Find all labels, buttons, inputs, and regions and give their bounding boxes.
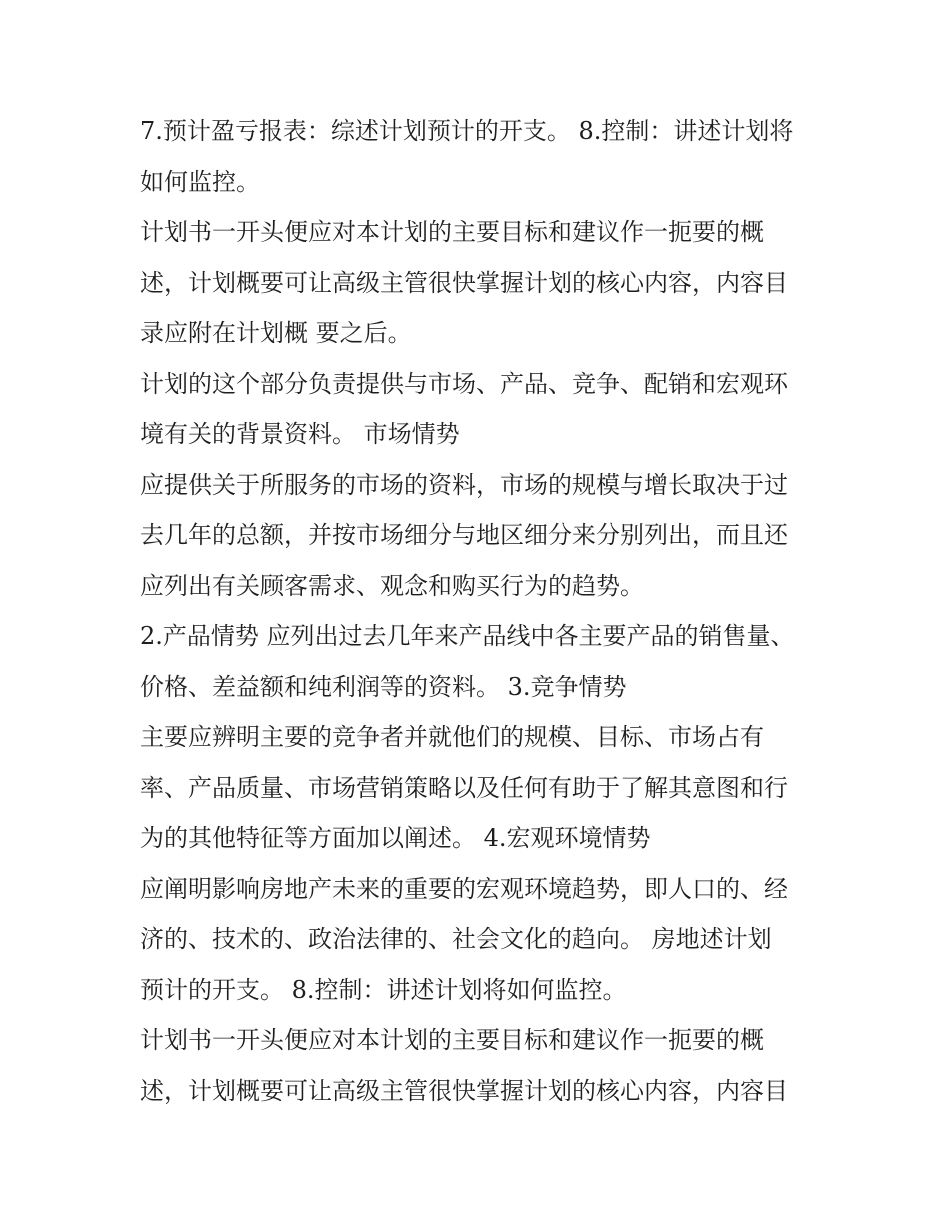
text-line: 应阐明影响房地产未来的重要的宏观环境趋势，即人口的、经 [140, 874, 788, 903]
text-line: 率、产品质量、市场营销策略以及任何有助于了解其意图和行 [140, 773, 788, 802]
text-line: 去几年的总额，并按市场细分与地区细分来分别列出，而且还 [140, 521, 788, 549]
text-line: 2.产品情势 应列出过去几年来产品线中各主要产品的销售量、 [140, 622, 795, 650]
text-line: 述，计划概要可让高级主管很快掌握计划的核心内容，内容目 [140, 268, 788, 297]
text-line: 计划的这个部分负责提供与市场、产品、竞争、配销和宏观环 [140, 369, 788, 398]
text-line: 应提供关于所服务的市场的资料，市场的规模与增长取决于过 [140, 470, 788, 499]
text-line: 计划书一开头便应对本计划的主要目标和建议作一扼要的概 [140, 218, 764, 246]
text-line: 济的、技术的、政治法律的、社会文化的趋向。 房地述计划 [140, 925, 772, 953]
text-line: 境有关的背景资料。 市场情势 [140, 420, 460, 448]
text-line: 应列出有关顾客需求、观念和购买行为的趋势。 [140, 571, 644, 600]
text-line: 录应附在计划概 要之后。 [140, 319, 412, 347]
text-line: 7.预计盈亏报表：综述计划预计的开支。 8.控制：讲述计划将 [140, 117, 794, 145]
text-line: 如何监控。 [140, 167, 260, 196]
text-line: 预计的开支。 8.控制：讲述计划将如何监控。 [140, 975, 627, 1004]
text-line: 为的其他特征等方面加以阐述。 4.宏观环境情势 [140, 824, 651, 852]
text-line: 价格、差益额和纯利润等的资料。 3.竞争情势 [140, 672, 627, 701]
text-line: 主要应辨明主要的竞争者并就他们的规模、目标、市场占有 [140, 723, 764, 751]
document-body [140, 106, 830, 1116]
text-line: 计划书一开头便应对本计划的主要目标和建议作一扼要的概 [140, 1026, 764, 1054]
text-line: 述，计划概要可让高级主管很快掌握计划的核心内容，内容目 [140, 1076, 788, 1105]
